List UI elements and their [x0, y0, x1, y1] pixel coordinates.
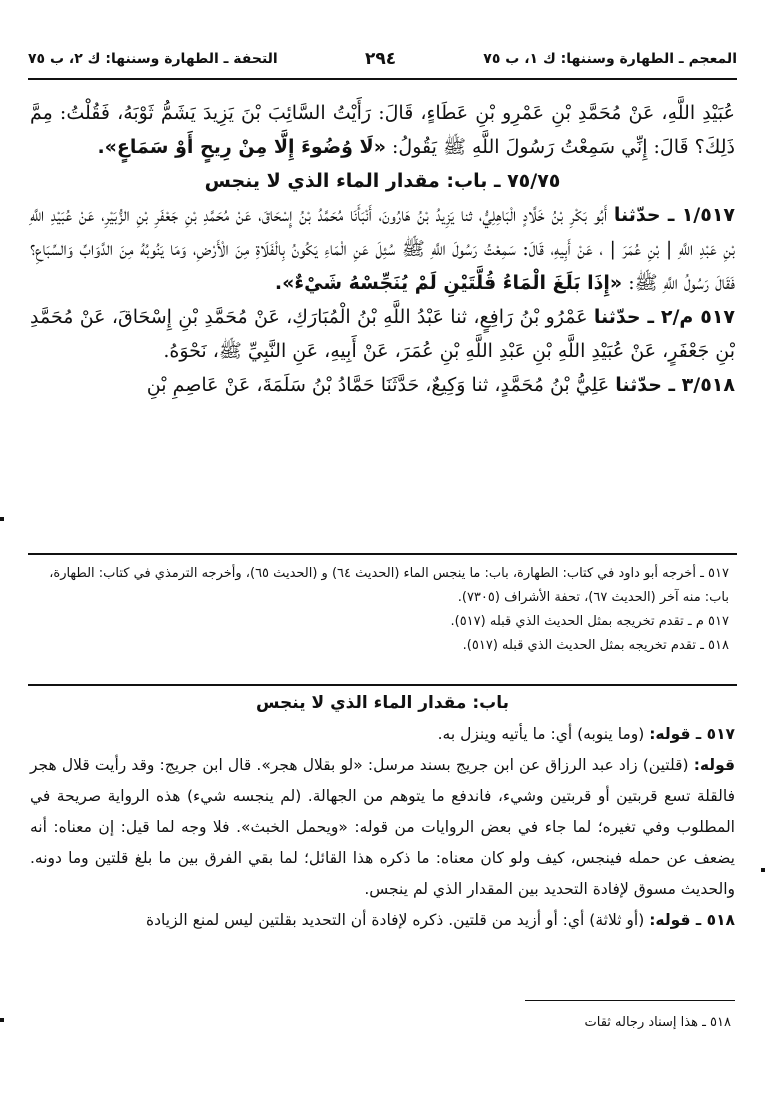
commentary-text: (قلتين) زاد عبد الرزاق عن ابن جريج بسند مرسل: «لو بقلال هجر». قال ابن جريج: وقد رأيت قلال هجر فالقلة تسع قربتين أو قربتين وشيء، فاندفع ما يتوهم من الجهالة. (لم ينجسه شيء) هذه الرواية صريحة في المطلوب وفي تغيره؛ لما جاء في بعض الروايات من قوله: «ويحمل الخبث». فلا وجه لما قيل: إن معناه: أنه يضعف عن حمله فينجس، كيف ولو كان معناه: ما ذكره هذا القائل؛ لما بقي الفرق بين ما بلغ قلتين وما دونه. والحديث مسوق لإفادة التحديد بين المقدار الذي لم ينجس.	[30, 756, 735, 898]
bottom-rule	[525, 1000, 735, 1001]
footnote: ٥١٨ ـ تقدم تخريجه بمثل الحديث الذي قبله (٥١٧).	[462, 638, 729, 653]
hadith-text-block	[30, 96, 735, 402]
header-right-reference: المعجم ـ الطهارة وسننها: ك ١، ب ٧٥	[483, 51, 737, 67]
scan-edge-mark	[761, 868, 765, 872]
prophetic-saying: «إِذَا بَلَغَ الْمَاءُ قُلَّتَيْنِ لَمْ يُنَجِّسْهُ شَيْءٌ».	[274, 272, 623, 294]
hadith-number: ٣/٥١٨ ـ حدّثنا	[615, 374, 735, 396]
header-rule	[28, 78, 737, 80]
commentary-lead: ٥١٧ ـ قوله:	[649, 725, 735, 743]
page-number: ٢٩٤	[364, 49, 397, 69]
footnote: ٥١٧ م ـ تقدم تخريجه بمثل الحديث الذي قبله (٥١٧).	[450, 614, 729, 629]
commentary-note-517	[30, 719, 735, 750]
hadith-517m-2	[30, 300, 735, 368]
footnote: ٥١٧ ـ أخرجه أبو داود في كتاب: الطهارة، باب: ما ينجس الماء (الحديث ٦٤) و (الحديث ٦٥)، وأخرجه الترمذي في كتاب: الطهارة، باب: منه آخر (الحديث ٦٧)، تحفة الأشراف (٧٣٠٥).	[49, 566, 729, 605]
commentary-text: (أو ثلاثة) أي: أو أزيد من قلتين. ذكره لإفادة أن التحديد بقلتين ليس لمنع الزيادة	[146, 911, 645, 929]
commentary-rule	[28, 684, 737, 686]
hadith-number: ٥١٧ م/٢ ـ حدّثنا	[593, 306, 736, 328]
footnote-rule	[28, 553, 737, 555]
commentary-lead: ٥١٨ ـ قوله:	[649, 911, 735, 929]
hadith-text: عَلِيُّ بْنُ مُحَمَّدٍ، ثنا وَكِيعٌ، حَدَّثَنَا حَمَّادُ بْنُ سَلَمَةَ، عَنْ عَاصِمِ بْنِ	[146, 374, 610, 396]
commentary-lead: قوله:	[693, 756, 735, 774]
commentary-chapter-title: باب: مقدار الماء الذي لا ينجس	[256, 693, 509, 713]
scan-edge-mark	[0, 1018, 4, 1022]
running-header	[28, 45, 737, 73]
header-left-reference: التحفة ـ الطهارة وسننها: ك ٢، ب ٧٥	[28, 51, 278, 67]
chapter-title: ٧٥/٧٥ ـ باب: مقدار الماء الذي لا ينجس	[204, 170, 561, 192]
hadith-paragraph-continuation	[30, 96, 735, 164]
hadith-517-1	[30, 198, 735, 300]
commentary-note-518	[30, 905, 735, 936]
commentary-text: (وما ينوبه) أي: ما يأتيه وينزل به.	[437, 725, 645, 743]
hadith-text: أَبُو بَكْرِ بْنُ خَلَّادٍ الْبَاهِلِيُّ، ثنا يَزِيدُ بْنُ هَارُونَ، أَنْبَأَنَا مُحَمَّدُ بْنُ إِسْحَاقَ، عَنْ مُحَمَّدِ بْنِ جَعْفَرِ بْنِ الزُّبَيْرِ، عَنْ عُبَيْدِ اللَّهِ بْنِ عَبْدِ اللَّهِ | بْنِ عُمَرَ | ، عَنْ أَبِيهِ، قَالَ: سَمِعْتُ رَسُولَ اللَّهِ ﷺ سُئِلَ عَنِ الْمَاءِ يَكُونُ بِالْفَلَاةِ مِنَ الْأَرْضِ، وَمَا يَنُوبُهُ مِنَ الدَّوَابِّ وَالسِّبَاعِ؟ فَقَالَ رَسُولُ اللَّهِ ﷺ:	[30, 204, 735, 294]
commentary-block	[30, 688, 735, 936]
hadith-text: عُبَيْدِ اللَّهِ، عَنْ مُحَمَّدِ بْنِ عَمْرِو بْنِ عَطَاءٍ، قَالَ: رَأَيْتُ السَّائِبَ بْنَ يَزِيدَ يَشَمُّ ثَوْبَهُ، فَقُلْتُ: مِمَّ ذَلِكَ؟ قَالَ: إِنِّي سَمِعْتُ رَسُولَ اللَّهِ ﷺ يَقُولُ:	[30, 102, 735, 158]
hadith-text: عَمْرُو بْنُ رَافِعٍ، ثنا عَبْدُ اللَّهِ بْنُ الْمُبَارَكِ، عَنْ مُحَمَّدِ بْنِ إِسْحَاقَ، عَنْ مُحَمَّدِ بْنِ جَعْفَرٍ، عَنْ عُبَيْدِ اللَّهِ بْنِ عَبْدِ اللَّهِ بْنِ عُمَرَ، عَنْ أَبِيهِ، عَنِ النَّبِيِّ ﷺ، نَحْوَهُ.	[30, 306, 735, 362]
scan-edge-mark	[0, 517, 4, 521]
hadith-number: ١/٥١٧ ـ حدّثنا	[613, 204, 736, 226]
hadith-518-3	[30, 368, 735, 402]
commentary-note-qullatayn	[30, 750, 735, 905]
bottom-footnote: ٥١٨ ـ هذا إسناد رجاله ثقات	[584, 1015, 731, 1030]
prophetic-saying: «لَا وُضُوءَ إِلَّا مِنْ رِيحٍ أَوْ سَمَاعٍ».	[97, 136, 386, 158]
footnotes-block	[32, 562, 729, 658]
